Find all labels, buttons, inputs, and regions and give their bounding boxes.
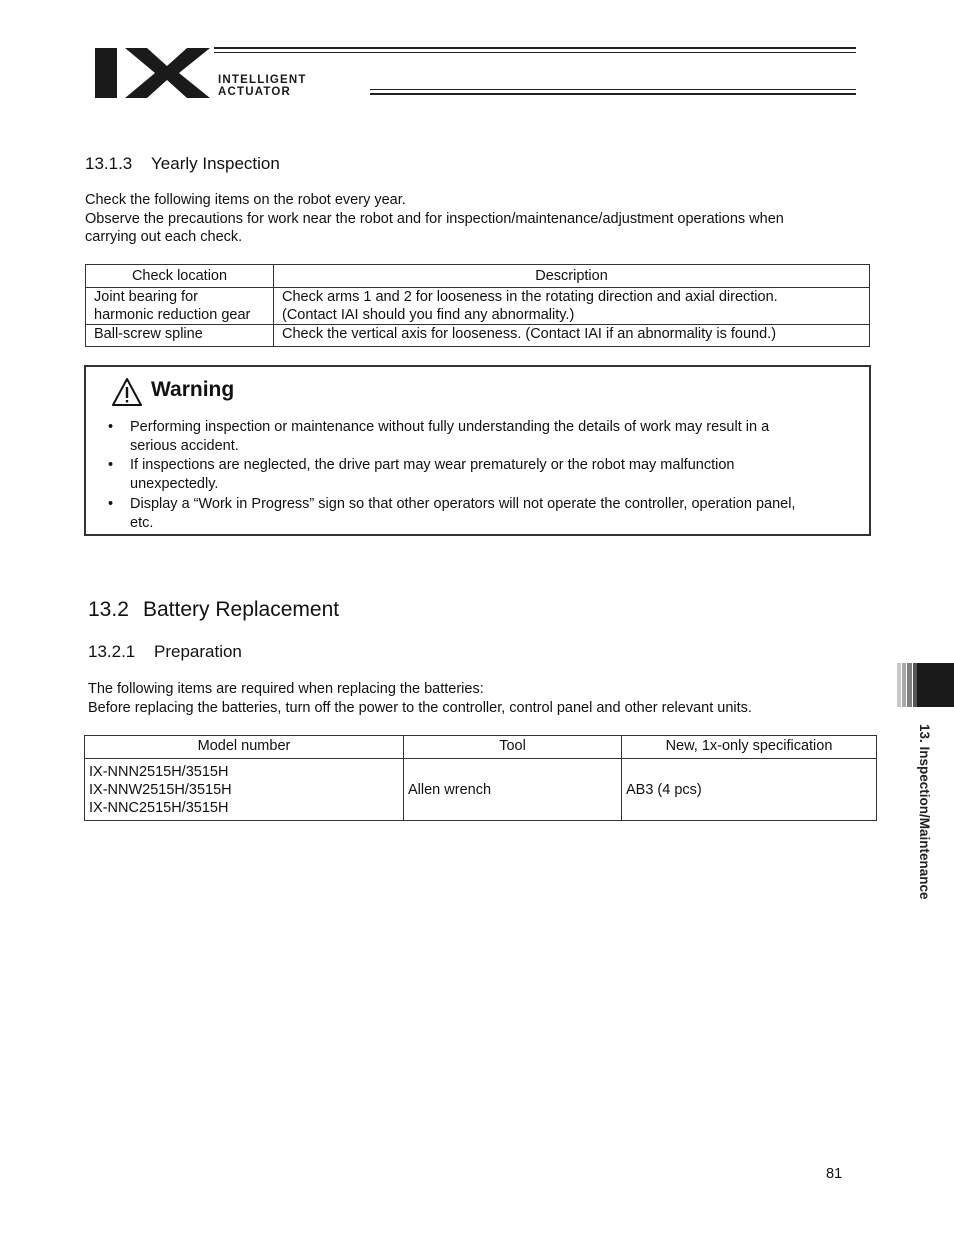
header-rule-bottom-thin [370,89,856,90]
section-title: Preparation [154,642,242,661]
page-number: 81 [826,1166,843,1182]
column-header-tool: Tool [404,736,622,759]
header-rule-top [214,47,856,49]
header-rule-bottom [370,93,856,95]
section-number: 13.2.1 [88,642,136,661]
warning-bullet: • If inspections are neglected, the drive part may wear prematurely or the robot may malfunction unexpectedly. [108,457,735,492]
chapter-tab-marker [897,663,954,707]
warning-title: Warning [151,378,235,401]
description-cell: Check arms 1 and 2 for looseness in the rotating direction and axial direction. (Contact IAI should you find any abnormality.) [274,288,870,325]
yearly-intro-text: Check the following items on the robot every year. Observe the precautions for work near the robot and for inspection/maintenance/adjustment operations when carrying out each check. [85,192,784,245]
column-header-description: Description [274,265,870,288]
chapter-side-label: 13. Inspection/Maintenance [917,724,932,900]
ix-logo-mark [95,48,210,98]
table-header-row [85,736,877,759]
section-number: 13.2 [88,598,129,621]
header-rule-top-thin [214,52,856,53]
tool-cell: Allen wrench [404,759,622,821]
table-row [86,288,870,325]
warning-triangle-icon [111,377,143,407]
column-header-check-location: Check location [86,265,274,288]
column-header-model-number: Model number [85,736,404,759]
warning-bullet: • Display a “Work in Progress” sign so that other operators will not operate the controller, operation panel, etc. [108,496,796,531]
section-title: Yearly Inspection [151,154,280,173]
section-heading-13-2-1 [88,642,242,662]
preparation-intro-text: The following items are required when replacing the batteries: Before replacing the batteries, turn off the power to the controller, control panel and other relevant units. [88,681,752,716]
table-header-row [86,265,870,288]
section-heading-13-2 [88,598,339,622]
yearly-inspection-table [85,264,870,347]
section-title: Battery Replacement [143,598,340,621]
column-header-specification: New, 1x-only specification [622,736,877,759]
check-location-cell: Joint bearing for harmonic reduction gear [86,288,274,325]
warning-bullet: • Performing inspection or maintenance without fully understanding the details of work may result in a serious accident. [108,419,770,454]
table-row [86,325,870,347]
company-logo-text: INTELLIGENT ACTUATOR [218,74,307,98]
section-number: 13.1.3 [85,154,133,173]
description-cell: Check the vertical axis for looseness. (Contact IAI if an abnormality is found.) [274,325,870,347]
table-row [85,759,877,821]
specification-cell: AB3 (4 pcs) [622,759,877,821]
check-location-cell: Ball-screw spline [86,325,274,347]
preparation-table [84,735,877,821]
section-heading-13-1-3 [85,154,280,174]
model-number-cell: IX-NNN2515H/3515H IX-NNW2515H/3515H IX-NNC2515H/3515H [85,759,404,821]
